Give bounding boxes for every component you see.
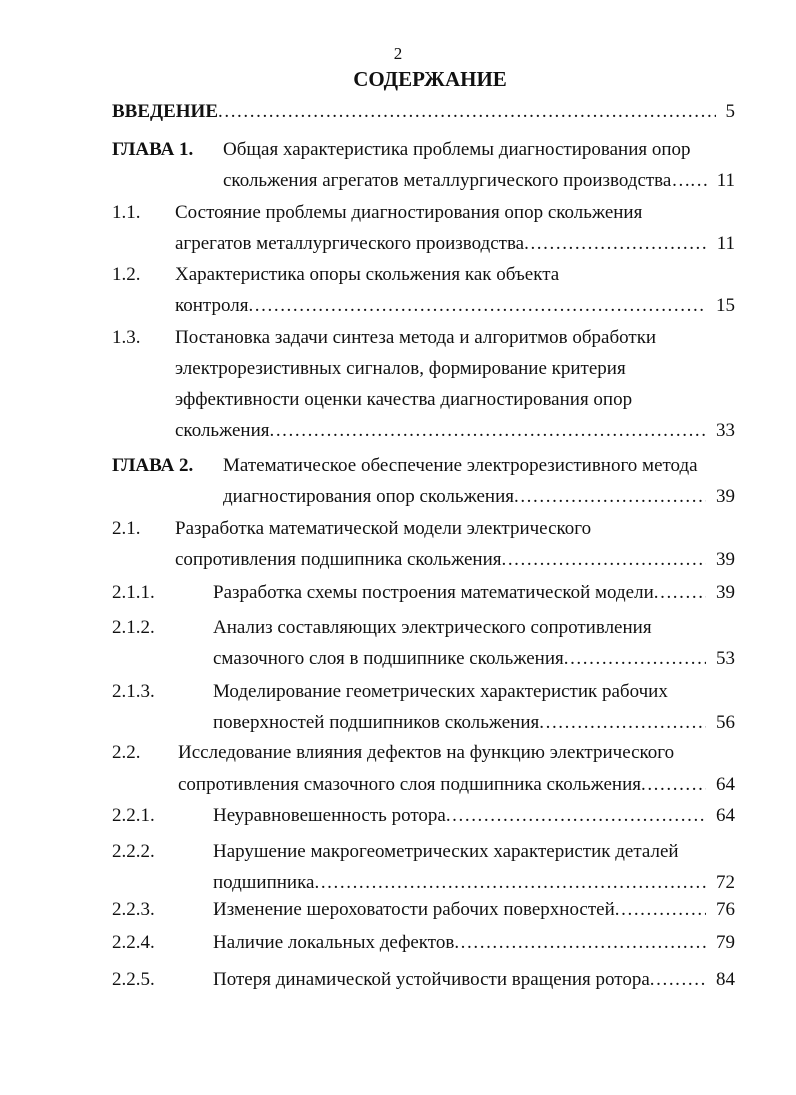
toc-entry-text: сопротивления подшипника скольжения: [175, 549, 502, 570]
dot-leader: [446, 805, 706, 827]
toc-entry-line: [175, 264, 559, 286]
toc-entry-line: [175, 327, 656, 349]
toc-entry-text: Характеристика опоры скольжения как объекта: [175, 264, 560, 285]
dot-leader: [501, 549, 706, 571]
toc-page-number: 11: [716, 170, 735, 191]
toc-entry-number: 2.2.1.: [112, 805, 155, 826]
toc-entry-text: Потеря динамической устойчивости вращения ротора: [213, 969, 650, 990]
toc-entry-text: Нарушение макрогеометрических характеристик деталей: [213, 841, 679, 862]
toc-entry-text: скольжения агрегатов металлургического производства…: [223, 170, 691, 191]
toc-entry-text: Неуравновешенность ротора: [213, 805, 446, 826]
toc-entry-line: [213, 617, 652, 639]
toc-entry-number: 2.1.1.: [112, 582, 155, 603]
toc-page-number: 72: [716, 872, 735, 893]
dot-leader: [650, 969, 706, 991]
dot-leader: [248, 295, 706, 317]
toc-entry-text: поверхностей подшипников скольжения: [213, 712, 540, 733]
dot-leader: [218, 101, 716, 123]
toc-page-number: 33: [716, 420, 735, 441]
toc-entry: [175, 233, 735, 255]
toc-entry-line: [175, 518, 591, 540]
toc-entry-line: [175, 389, 632, 411]
toc-page-number: 56: [716, 712, 735, 733]
toc-entry: [213, 899, 735, 921]
toc-entry-number: ГЛАВА 2.: [112, 455, 194, 476]
dot-leader: [654, 582, 706, 604]
toc-page-number: 76: [716, 899, 735, 920]
toc-entry-line: [223, 139, 691, 161]
toc-entry-number: 2.1.3.: [112, 681, 155, 702]
toc-entry-number: 2.2.3.: [112, 899, 155, 920]
toc-entry-number: 1.3.: [112, 327, 141, 348]
toc-entry-text: ВВЕДЕНИЕ: [112, 101, 218, 122]
toc-entry-text: Наличие локальных дефектов: [213, 932, 455, 953]
toc-entry: [213, 805, 735, 827]
toc-entry-text: Моделирование геометрических характеристик рабочих: [213, 681, 668, 702]
toc-entry-text: Анализ составляющих электрического сопротивления: [213, 617, 652, 638]
toc-entry-text: Математическое обеспечение электрорезистивного метода: [223, 455, 698, 476]
toc-entry: [213, 648, 735, 670]
toc-entry-line: [213, 681, 668, 703]
dot-leader: [314, 872, 706, 894]
toc-entry-text: электрорезистивных сигналов, формирование критерия: [175, 358, 626, 379]
toc-entry: [112, 101, 735, 123]
toc-page-number: 39: [716, 486, 735, 507]
toc-entry: [213, 932, 735, 954]
toc-entry-number: 2.2.2.: [112, 841, 155, 862]
toc-entry-number: 2.1.2.: [112, 617, 155, 638]
toc-entry: [213, 969, 735, 991]
toc-page-number: 11: [716, 233, 735, 254]
toc-entry: [175, 295, 735, 317]
toc-entry-line: [213, 841, 679, 863]
toc-entry: [213, 582, 735, 604]
toc-entry-number: 1.2.: [112, 264, 141, 285]
toc-entry: [223, 170, 735, 192]
page-number: 2: [393, 44, 403, 63]
toc-entry-text: Постановка задачи синтеза метода и алгоритмов обработки: [175, 327, 657, 348]
toc-entry-text: сопротивления смазочного слоя подшипника скольжения: [178, 774, 641, 795]
toc-entry-text: Разработка математической модели электрического: [175, 518, 592, 539]
dot-leader: [615, 899, 706, 921]
toc-entry: [213, 712, 735, 734]
toc-entry-text: Изменение шероховатости рабочих поверхностей: [213, 899, 615, 920]
toc-entry-number: 2.1.: [112, 518, 141, 539]
page-title: СОДЕРЖАНИЕ: [353, 67, 507, 91]
toc-entry-text: смазочного слоя в подшипнике скольжения: [213, 648, 564, 669]
toc-page-number: 39: [716, 582, 735, 603]
toc-entry-line: [178, 742, 674, 764]
dot-leader: [690, 170, 706, 192]
dot-leader: [524, 233, 707, 255]
toc-entry-line: [175, 358, 626, 380]
dot-leader: [269, 420, 706, 442]
toc-entry: [223, 486, 735, 508]
toc-entry-text: диагностирования опор скольжения: [223, 486, 514, 507]
toc-page-number: 15: [716, 295, 735, 316]
toc-page-number: 79: [716, 932, 735, 953]
toc-entry-text: Общая характеристика проблемы диагностирования опор: [223, 139, 691, 160]
toc-entry-number: 2.2.5.: [112, 969, 155, 990]
toc-entry-text: агрегатов металлургического производства: [175, 233, 525, 254]
toc-entry-text: подшипника: [213, 872, 315, 893]
toc-entry-number: 2.2.4.: [112, 932, 155, 953]
toc-entry-text: Исследование влияния дефектов на функцию электрического: [178, 742, 675, 763]
dot-leader: [539, 712, 706, 734]
toc-entry: [178, 774, 735, 796]
toc-entry: [175, 420, 735, 442]
toc-entry-text: скольжения: [175, 420, 270, 441]
toc-entry: [175, 549, 735, 571]
dot-leader: [564, 648, 706, 670]
toc-page-number: 53: [716, 648, 735, 669]
toc-entry-text: Разработка схемы построения математической модели: [213, 582, 654, 603]
dot-leader: [514, 486, 706, 508]
toc-page-number: 64: [716, 805, 735, 826]
toc-entry-number: 1.1.: [112, 202, 141, 223]
toc-entry-line: [223, 455, 698, 477]
toc-entry-number: ГЛАВА 1.: [112, 139, 194, 160]
toc-page-number: 39: [716, 549, 735, 570]
toc-entry-text: Состояние проблемы диагностирования опор скольжения: [175, 202, 643, 223]
toc-page-number: 5: [725, 101, 735, 122]
toc-entry: [213, 872, 735, 894]
toc-entry-line: [175, 202, 642, 224]
dot-leader: [641, 774, 706, 796]
toc-page-number: 64: [716, 774, 735, 795]
toc-entry-text: контроля: [175, 295, 249, 316]
dot-leader: [454, 932, 706, 954]
toc-entry-number: 2.2.: [112, 742, 141, 763]
toc-entry-text: эффективности оценки качества диагностирования опор: [175, 389, 633, 410]
toc-page-number: 84: [716, 969, 735, 990]
